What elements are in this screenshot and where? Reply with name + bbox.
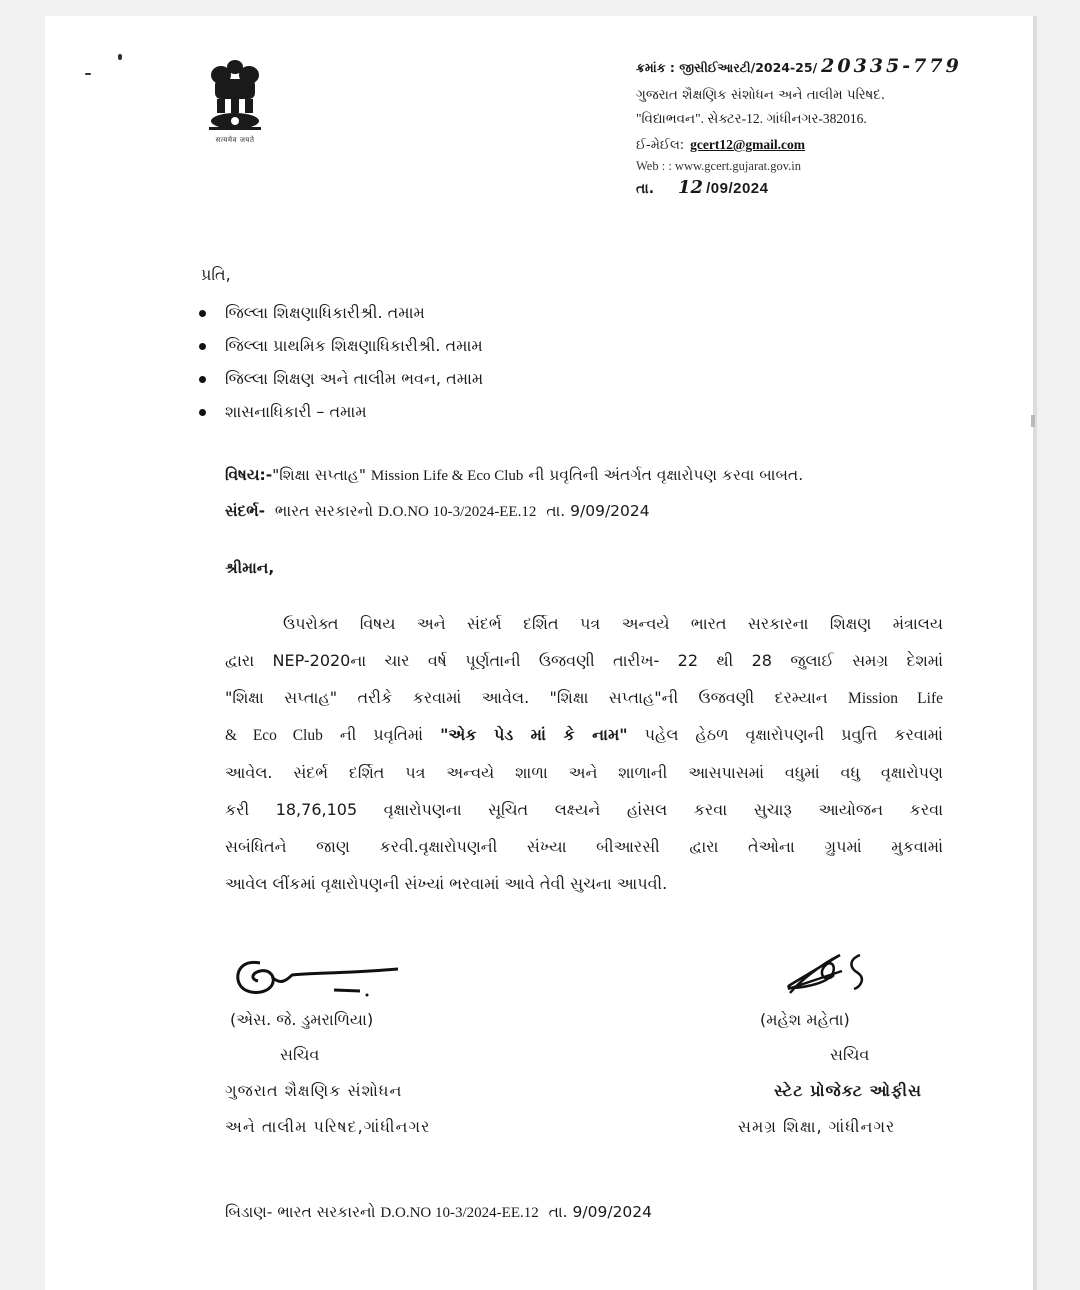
signatory-left — [225, 955, 530, 1136]
bullet-icon — [199, 343, 206, 350]
signatory-name: (એસ. જે. ડુમરાળિયા) — [230, 1010, 374, 1029]
recipient-item: શાસનાધિકારી – તમામ — [199, 395, 719, 428]
scan-speck — [85, 73, 91, 75]
reference-line: સંદર્ભ- ભારત સરકારનો D.O.NO 10-3/2024-EE.12 તા. 9/09/2024 — [225, 502, 650, 520]
recipient-list — [199, 296, 719, 428]
signatory-org: સમગ્ર શિક્ષા, ગાંધીનગર — [738, 1117, 896, 1136]
recipient-item: જિલ્લા પ્રાથમિક શિક્ષણાધિકારીશ્રી. તમામ — [199, 329, 719, 362]
signatory-name: (મહેશ મહેતા) — [760, 1010, 850, 1029]
bullet-icon — [199, 310, 206, 317]
signatory-right — [730, 945, 970, 1136]
email-link[interactable]: gcert12@gmail.com — [690, 137, 806, 152]
salutation: શ્રીમાન, — [225, 559, 275, 577]
signatory-org: અને તાલીમ પરિષદ,ગાંધીનગર — [225, 1117, 431, 1136]
institution-address: "વિદ્યાભવન". સેક્ટર-12. ગાંધીનગર-382016. — [636, 111, 867, 126]
enclosure-line: બિડાણ- ભારત સરકારનો D.O.NO 10-3/2024-EE.12 તા. 9/09/2024 — [225, 1203, 653, 1221]
letterhead — [636, 56, 1026, 199]
institution-name: ગુજરાત શૈક્ષણિક સંશોધન અને તાલીમ પરિષદ. — [636, 87, 886, 103]
bullet-icon — [199, 376, 206, 383]
signature-right-icon — [730, 945, 910, 1005]
signature-left-icon — [230, 955, 410, 1010]
signatory-title: સચિવ — [280, 1045, 320, 1064]
subject-line: વિષય:-"શિક્ષા સપ્તાહ" Mission Life & Eco Club ની પ્રવૃતિની અંતર્ગત વૃક્ષારોપણ કરવા બાબત. — [225, 466, 804, 484]
website-link[interactable]: Web : : www.gcert.gujarat.gov.in — [636, 159, 802, 173]
reference-number: ક્રમાંક : જીસીઈઆરટી/2024-25/ 20335-779 — [636, 55, 962, 77]
recipient-item: જિલ્લા શિક્ષણાધિકારીશ્રી. તમામ — [199, 296, 719, 329]
scan-speck — [118, 54, 122, 60]
emblem-motto: सत्यमेव जयते — [215, 136, 255, 144]
signatory-title: સચિવ — [830, 1045, 870, 1064]
signatory-org: સ્ટેટ પ્રોજેક્ટ ઓફીસ — [774, 1081, 922, 1100]
scrollbar-thumb[interactable] — [1031, 415, 1035, 427]
email-line: ઈ-મેઈલ: gcert12@gmail.com — [636, 137, 806, 153]
letter-body: ઉપરોક્ત વિષય અને સંદર્ભ દર્શિત પત્ર અન્વયે ભારત સરકારના શિક્ષણ મંત્રાલય દ્વારા NEP-2020ના ચાર વર્ષ પૂર્ણતાની ઉજવણી તારીખ- 22 થી 28 જુલાઈ સમગ્ર દેશમાં "શિક્ષા સપ્તાહ" તરીકે કરવામાં આવેલ. "શિક્ષા સપ્તાહ"ની ઉજવણી દરમ્યાન Mission Life & Eco Club ની પ્રવૃતિમાં "એક પેડ માં કે નામ" પહેલ હેઠળ વૃક્ષારોપણની પ્રવુત્તિ કરવામાં આવેલ. સંદર્ભ દર્શિત પત્ર અન્વયે શાળા અને શાળાની આસપાસમાં વધુમાં વધુ વૃક્ષારોપણ કરી 18,76,105 વૃક્ષારોપણના સૂચિત લક્ષ્યને હાંસલ કરવા સુચારૂ આયોજન કરવા સબંધિતને જાણ કરવી.વૃક્ષારોપણની સંખ્યા બીઆરસી દ્વારા તેઓના ગ્રુપમાં મુકવામાં આવેલ લીંકમાં વૃક્ષારોપણની સંખ્યાં ભરવામાં આવે તેવી સુચના આપવી. — [225, 614, 943, 893]
page-scroll-track[interactable] — [1033, 16, 1037, 1290]
letter-date: તા. 12 /09/2024 — [636, 177, 769, 198]
handwritten-number: 20335-779 — [821, 55, 962, 77]
to-label: પ્રતિ, — [201, 265, 231, 284]
bullet-icon — [199, 409, 206, 416]
recipient-item: જિલ્લા શિક્ષણ અને તાલીમ ભવન, તમામ — [199, 362, 719, 395]
signatory-org: ગુજરાત શૈક્ષણિક સંશોધન — [225, 1081, 403, 1100]
